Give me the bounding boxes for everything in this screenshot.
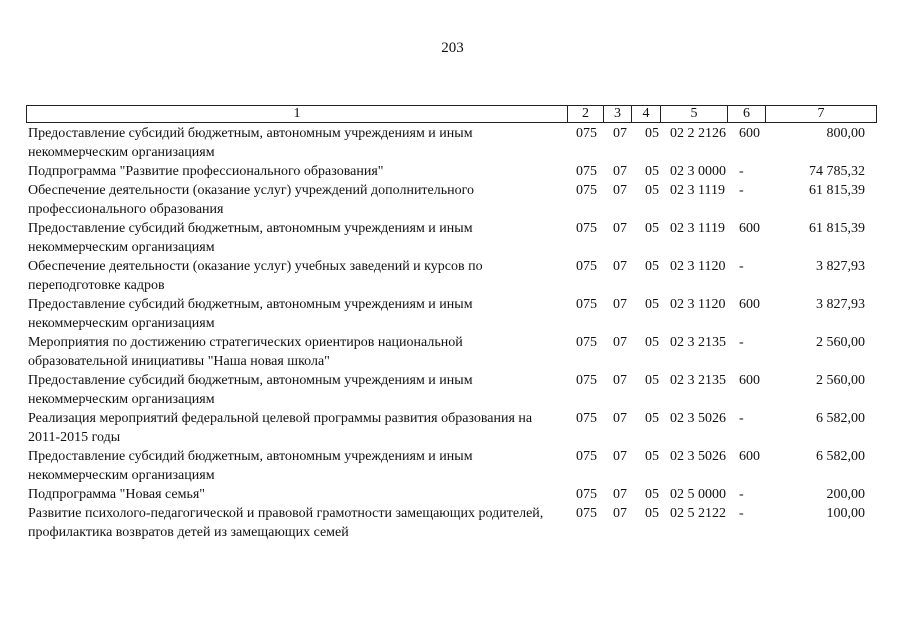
row-cell-c4: 05 bbox=[645, 259, 659, 274]
row-cell-c4: 05 bbox=[645, 221, 659, 236]
row-cell-c2: 075 bbox=[576, 259, 597, 274]
row-cell-c7: 3 827,93 bbox=[816, 259, 865, 274]
row-cell-c4: 05 bbox=[645, 183, 659, 198]
row-cell-c2: 075 bbox=[576, 183, 597, 198]
row-cell-c4: 05 bbox=[645, 411, 659, 426]
row-cell-c7: 200,00 bbox=[826, 487, 865, 502]
table-row bbox=[28, 504, 888, 542]
column-header-7: 7 bbox=[766, 106, 877, 123]
row-cell-c4: 05 bbox=[645, 506, 659, 521]
row-description: Обеспечение деятельности (оказание услуг) учреждений дополнительного профессионального образования bbox=[28, 183, 475, 217]
row-cell-c2: 075 bbox=[576, 487, 597, 502]
row-cell-c5: 02 3 1120 bbox=[670, 297, 726, 312]
budget-table-body bbox=[28, 124, 888, 542]
table-row bbox=[28, 219, 888, 257]
row-cell-c6: 600 bbox=[739, 221, 760, 236]
row-cell-c3: 07 bbox=[613, 411, 627, 426]
column-header-3: 3 bbox=[604, 106, 632, 123]
row-cell-c5: 02 5 2122 bbox=[670, 506, 726, 521]
row-cell-c5: 02 3 1119 bbox=[670, 221, 725, 236]
row-cell-c3: 07 bbox=[613, 449, 627, 464]
table-row bbox=[28, 333, 888, 371]
row-cell-c4: 05 bbox=[645, 449, 659, 464]
table-row bbox=[28, 257, 888, 295]
row-cell-c7: 61 815,39 bbox=[809, 183, 865, 198]
row-cell-c5: 02 3 1119 bbox=[670, 183, 725, 198]
row-cell-c6: - bbox=[739, 164, 744, 179]
column-header-4: 4 bbox=[632, 106, 661, 123]
row-cell-c4: 05 bbox=[645, 164, 659, 179]
row-cell-c7: 100,00 bbox=[826, 506, 865, 521]
row-cell-c6: - bbox=[739, 183, 744, 198]
column-header-5: 5 bbox=[661, 106, 728, 123]
column-header-1: 1 bbox=[27, 106, 568, 123]
table-row bbox=[28, 162, 888, 181]
column-header-6: 6 bbox=[728, 106, 766, 123]
row-cell-c5: 02 3 5026 bbox=[670, 449, 726, 464]
column-header-table bbox=[26, 105, 877, 123]
row-cell-c6: - bbox=[739, 335, 744, 350]
row-cell-c7: 3 827,93 bbox=[816, 297, 865, 312]
row-cell-c4: 05 bbox=[645, 373, 659, 388]
row-cell-c3: 07 bbox=[613, 487, 627, 502]
row-cell-c7: 2 560,00 bbox=[816, 335, 865, 350]
row-cell-c6: - bbox=[739, 411, 744, 426]
table-row bbox=[28, 181, 888, 219]
table-row bbox=[28, 485, 888, 504]
row-cell-c6: 600 bbox=[739, 373, 760, 388]
row-cell-c3: 07 bbox=[613, 259, 627, 274]
row-description: Предоставление субсидий бюджетным, автономным учреждениям и иным некоммерческим организациям bbox=[28, 126, 473, 160]
row-description: Предоставление субсидий бюджетным, автономным учреждениям и иным некоммерческим организациям bbox=[28, 373, 473, 407]
table-row bbox=[28, 295, 888, 333]
row-cell-c5: 02 3 1120 bbox=[670, 259, 726, 274]
row-cell-c2: 075 bbox=[576, 221, 597, 236]
row-description: Подпрограмма "Новая семья" bbox=[28, 487, 206, 502]
page-number: 203 bbox=[441, 40, 464, 56]
table-row bbox=[28, 447, 888, 485]
column-header-2: 2 bbox=[568, 106, 604, 123]
row-cell-c2: 075 bbox=[576, 335, 597, 350]
row-description: Реализация мероприятий федеральной целевой программы развития образования на 2011-2015 годы bbox=[28, 411, 533, 445]
row-description: Обеспечение деятельности (оказание услуг) учебных заведений и курсов по переподготовке кадров bbox=[28, 259, 483, 293]
row-cell-c5: 02 3 5026 bbox=[670, 411, 726, 426]
row-cell-c7: 61 815,39 bbox=[809, 221, 865, 236]
row-cell-c6: - bbox=[739, 259, 744, 274]
row-cell-c3: 07 bbox=[613, 335, 627, 350]
row-cell-c4: 05 bbox=[645, 487, 659, 502]
row-cell-c7: 6 582,00 bbox=[816, 449, 865, 464]
row-cell-c4: 05 bbox=[645, 335, 659, 350]
row-cell-c3: 07 bbox=[613, 506, 627, 521]
row-cell-c2: 075 bbox=[576, 506, 597, 521]
row-cell-c4: 05 bbox=[645, 297, 659, 312]
row-cell-c6: 600 bbox=[739, 126, 760, 141]
row-description: Развитие психолого-педагогической и правовой грамотности замещающих родителей, профилактика возвратов детей из замещающих семей bbox=[28, 506, 544, 540]
row-cell-c5: 02 5 0000 bbox=[670, 487, 726, 502]
row-cell-c4: 05 bbox=[645, 126, 659, 141]
row-description: Предоставление субсидий бюджетным, автономным учреждениям и иным некоммерческим организациям bbox=[28, 297, 473, 331]
table-row bbox=[28, 409, 888, 447]
row-cell-c7: 74 785,32 bbox=[809, 164, 865, 179]
row-cell-c3: 07 bbox=[613, 297, 627, 312]
row-cell-c5: 02 3 0000 bbox=[670, 164, 726, 179]
row-cell-c7: 800,00 bbox=[826, 126, 865, 141]
row-cell-c5: 02 3 2135 bbox=[670, 373, 726, 388]
row-cell-c5: 02 2 2126 bbox=[670, 126, 726, 141]
row-cell-c2: 075 bbox=[576, 164, 597, 179]
row-cell-c2: 075 bbox=[576, 411, 597, 426]
row-cell-c3: 07 bbox=[613, 221, 627, 236]
row-cell-c2: 075 bbox=[576, 449, 597, 464]
table-row bbox=[28, 124, 888, 162]
row-cell-c5: 02 3 2135 bbox=[670, 335, 726, 350]
row-description: Мероприятия по достижению стратегических ориентиров национальной образовательной инициативы "Наша новая школа" bbox=[28, 335, 463, 369]
row-cell-c3: 07 bbox=[613, 183, 627, 198]
row-cell-c6: - bbox=[739, 487, 744, 502]
column-header-row bbox=[27, 106, 877, 123]
row-cell-c2: 075 bbox=[576, 373, 597, 388]
row-cell-c3: 07 bbox=[613, 164, 627, 179]
row-cell-c6: 600 bbox=[739, 449, 760, 464]
row-cell-c7: 6 582,00 bbox=[816, 411, 865, 426]
row-cell-c7: 2 560,00 bbox=[816, 373, 865, 388]
row-cell-c2: 075 bbox=[576, 126, 597, 141]
row-cell-c6: - bbox=[739, 506, 744, 521]
row-cell-c3: 07 bbox=[613, 373, 627, 388]
row-description: Предоставление субсидий бюджетным, автономным учреждениям и иным некоммерческим организациям bbox=[28, 449, 473, 483]
row-cell-c2: 075 bbox=[576, 297, 597, 312]
row-cell-c3: 07 bbox=[613, 126, 627, 141]
row-description: Подпрограмма "Развитие профессионального образования" bbox=[28, 164, 384, 179]
table-row bbox=[28, 371, 888, 409]
row-description: Предоставление субсидий бюджетным, автономным учреждениям и иным некоммерческим организациям bbox=[28, 221, 473, 255]
row-cell-c6: 600 bbox=[739, 297, 760, 312]
